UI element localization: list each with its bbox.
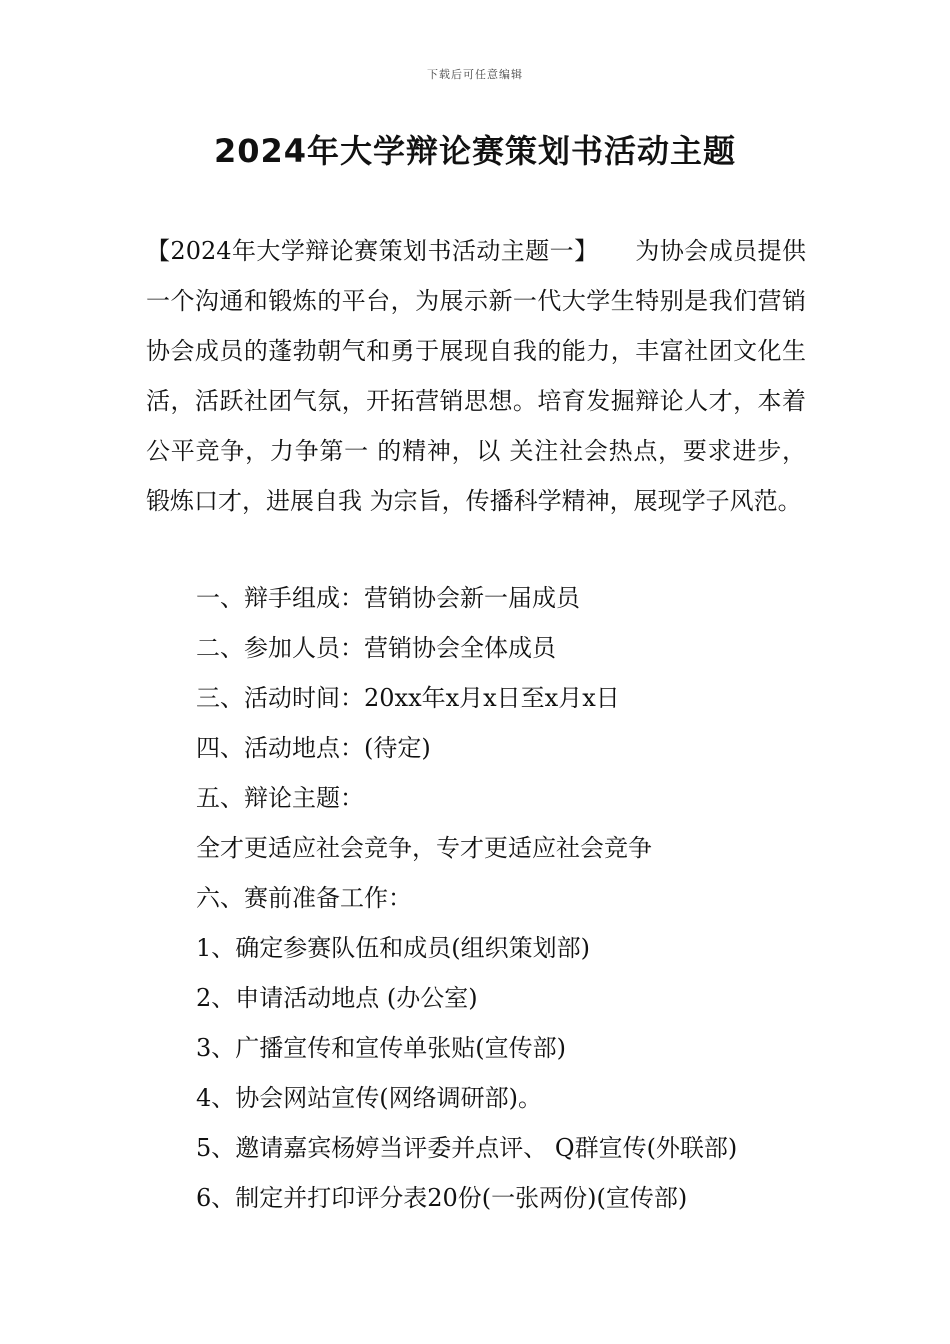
list-item: 1、确定参赛队伍和成员(组织策划部) [196, 934, 590, 962]
list-item: 五、辩论主题： [196, 784, 364, 812]
list-item: 3、广播宣传和宣传单张贴(宣传部) [196, 1034, 566, 1062]
list-item: 二、参加人员：营销协会全体成员 [196, 634, 556, 662]
list-item: 四、活动地点：(待定) [196, 734, 431, 762]
intro-paragraph: 【2024年大学辩论赛策划书活动主题一】 为协会成员提供一个沟通和锻炼的平台，为展示新一代大学生特别是我们营销协会成员的蓬勃朝气和勇于展现自我的能力，丰富社团文化生活，活跃社团气氛，开拓营销思想。培育发掘辩论人才，本着 公平竞争，力争第一 的精神，以 关注社会热点，要求进步，锻炼口才，进展自我 为宗旨，传播科学精神，展现学子风范。 [146, 237, 806, 515]
header-note: 下载后可任意编辑 [427, 68, 523, 81]
list-item: 全才更适应社会竞争，专才更适应社会竞争 [196, 834, 652, 862]
list-item: 6、制定并打印评分表20份(一张两份)(宣传部) [196, 1184, 688, 1212]
list-item: 一、辩手组成：营销协会新一届成员 [196, 584, 580, 612]
plan-items-list [196, 573, 816, 1223]
document-title: 2024年大学辩论赛策划书活动主题 [213, 132, 737, 170]
list-item: 六、赛前准备工作： [196, 884, 412, 912]
list-item: 4、协会网站宣传(网络调研部)。 [196, 1084, 542, 1112]
list-item: 5、邀请嘉宾杨婷当评委并点评、 Q群宣传(外联部) [196, 1134, 738, 1162]
list-item: 2、申请活动地点 (办公室) [196, 984, 478, 1012]
list-item: 三、活动时间：20xx年x月x日至x月x日 [196, 684, 620, 712]
